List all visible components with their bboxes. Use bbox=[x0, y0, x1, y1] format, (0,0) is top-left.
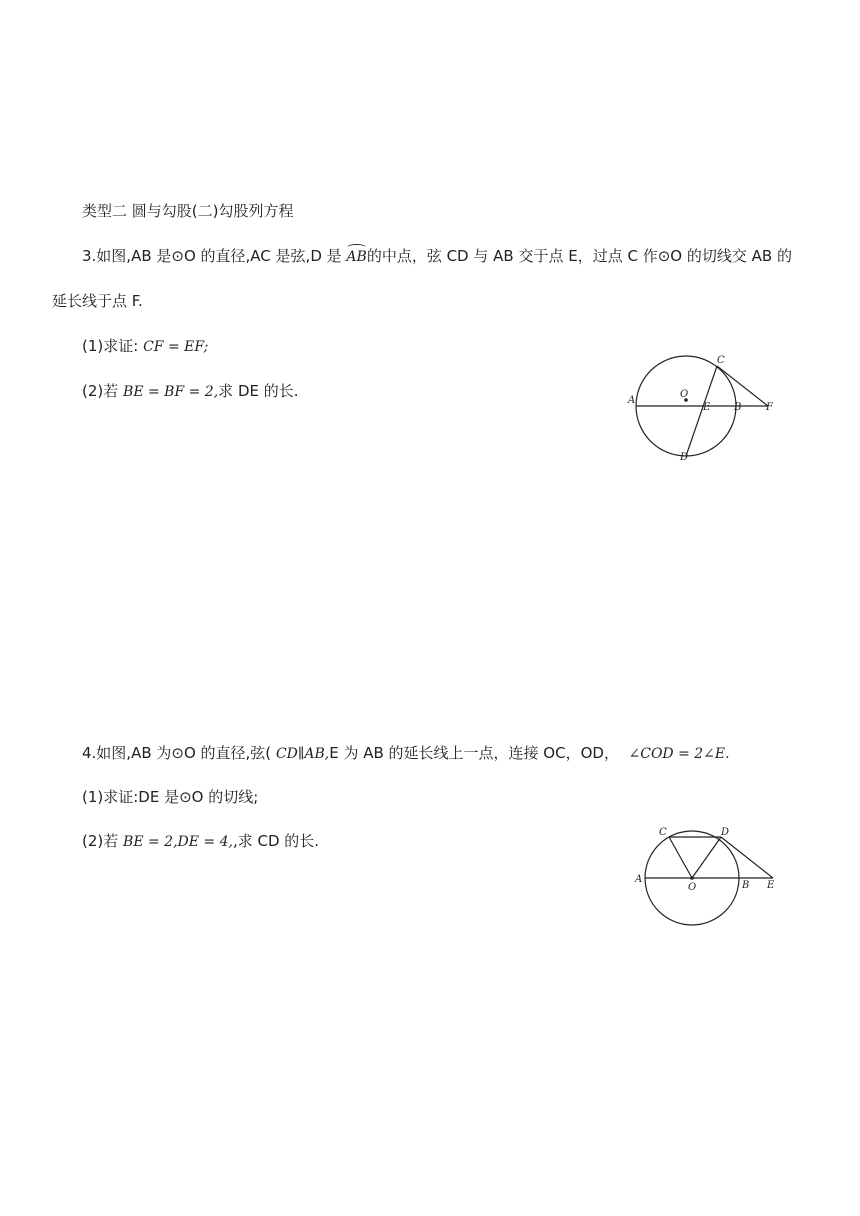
q2-math: BE = BF = 2, bbox=[123, 384, 219, 400]
label-a: A bbox=[635, 874, 643, 885]
label-o: O bbox=[688, 882, 697, 893]
center-point-o bbox=[690, 876, 694, 880]
label-d: D bbox=[721, 827, 730, 838]
problem3-question2 bbox=[82, 381, 299, 402]
arc-ab-label: AB bbox=[346, 249, 367, 265]
label-e: E bbox=[703, 402, 711, 413]
problem3-text-b: 的中点，弦 CD 与 AB 交于点 E，过点 C 作⊙O 的切线交 AB 的 bbox=[366, 247, 792, 265]
label-e: E bbox=[767, 880, 775, 891]
chord-cd bbox=[686, 366, 717, 456]
problem4-question2 bbox=[82, 831, 319, 852]
problem4-statement bbox=[82, 743, 730, 764]
tangent-de bbox=[721, 837, 773, 878]
q1-prefix: (1)求证: bbox=[82, 337, 144, 355]
tangent-cf bbox=[717, 366, 768, 406]
problem3-statement-line1 bbox=[82, 246, 792, 267]
p4-q2-suffix: ,求 CD 的长. bbox=[232, 832, 320, 850]
label-o: O bbox=[680, 389, 689, 400]
q1-math: CF = EF; bbox=[143, 339, 209, 355]
q2-prefix: (2)若 bbox=[82, 382, 124, 400]
problem4-text-b: E 为 AB 的延长线上一点，连接 OC，OD， bbox=[329, 744, 619, 762]
problem4-figure bbox=[625, 822, 785, 936]
problem3-question1 bbox=[82, 336, 208, 357]
p4-q2-math: BE = 2,DE = 4, bbox=[123, 834, 233, 850]
problem3-figure bbox=[620, 345, 790, 474]
section-title: 类型二 圆与勾股(二)勾股列方程 bbox=[82, 202, 294, 220]
p4-q2-prefix: (2)若 bbox=[82, 832, 124, 850]
problem4-question1: (1)求证:DE 是⊙O 的切线; bbox=[82, 788, 259, 806]
problem3-text-a: 3.如图,AB 是⊙O 的直径,AC 是弦,D 是 bbox=[82, 247, 347, 265]
label-c: C bbox=[717, 355, 725, 366]
segment-oc bbox=[669, 837, 692, 878]
problem4-text-a: 4.如图,AB 为⊙O 的直径,弦( bbox=[82, 744, 276, 762]
label-d: D bbox=[680, 452, 689, 463]
problem3-statement-line2: 延长线于点 F. bbox=[52, 292, 143, 310]
problem4-math2: ∠COD = 2∠E. bbox=[628, 746, 730, 762]
q2-suffix: 求 DE 的长. bbox=[218, 382, 299, 400]
label-b: B bbox=[734, 402, 742, 413]
label-c: C bbox=[659, 827, 667, 838]
problem4-math1: CD∥AB, bbox=[275, 746, 330, 762]
segment-od bbox=[692, 837, 721, 878]
label-f: F bbox=[766, 402, 773, 413]
label-a: A bbox=[628, 395, 636, 406]
label-b: B bbox=[742, 880, 750, 891]
